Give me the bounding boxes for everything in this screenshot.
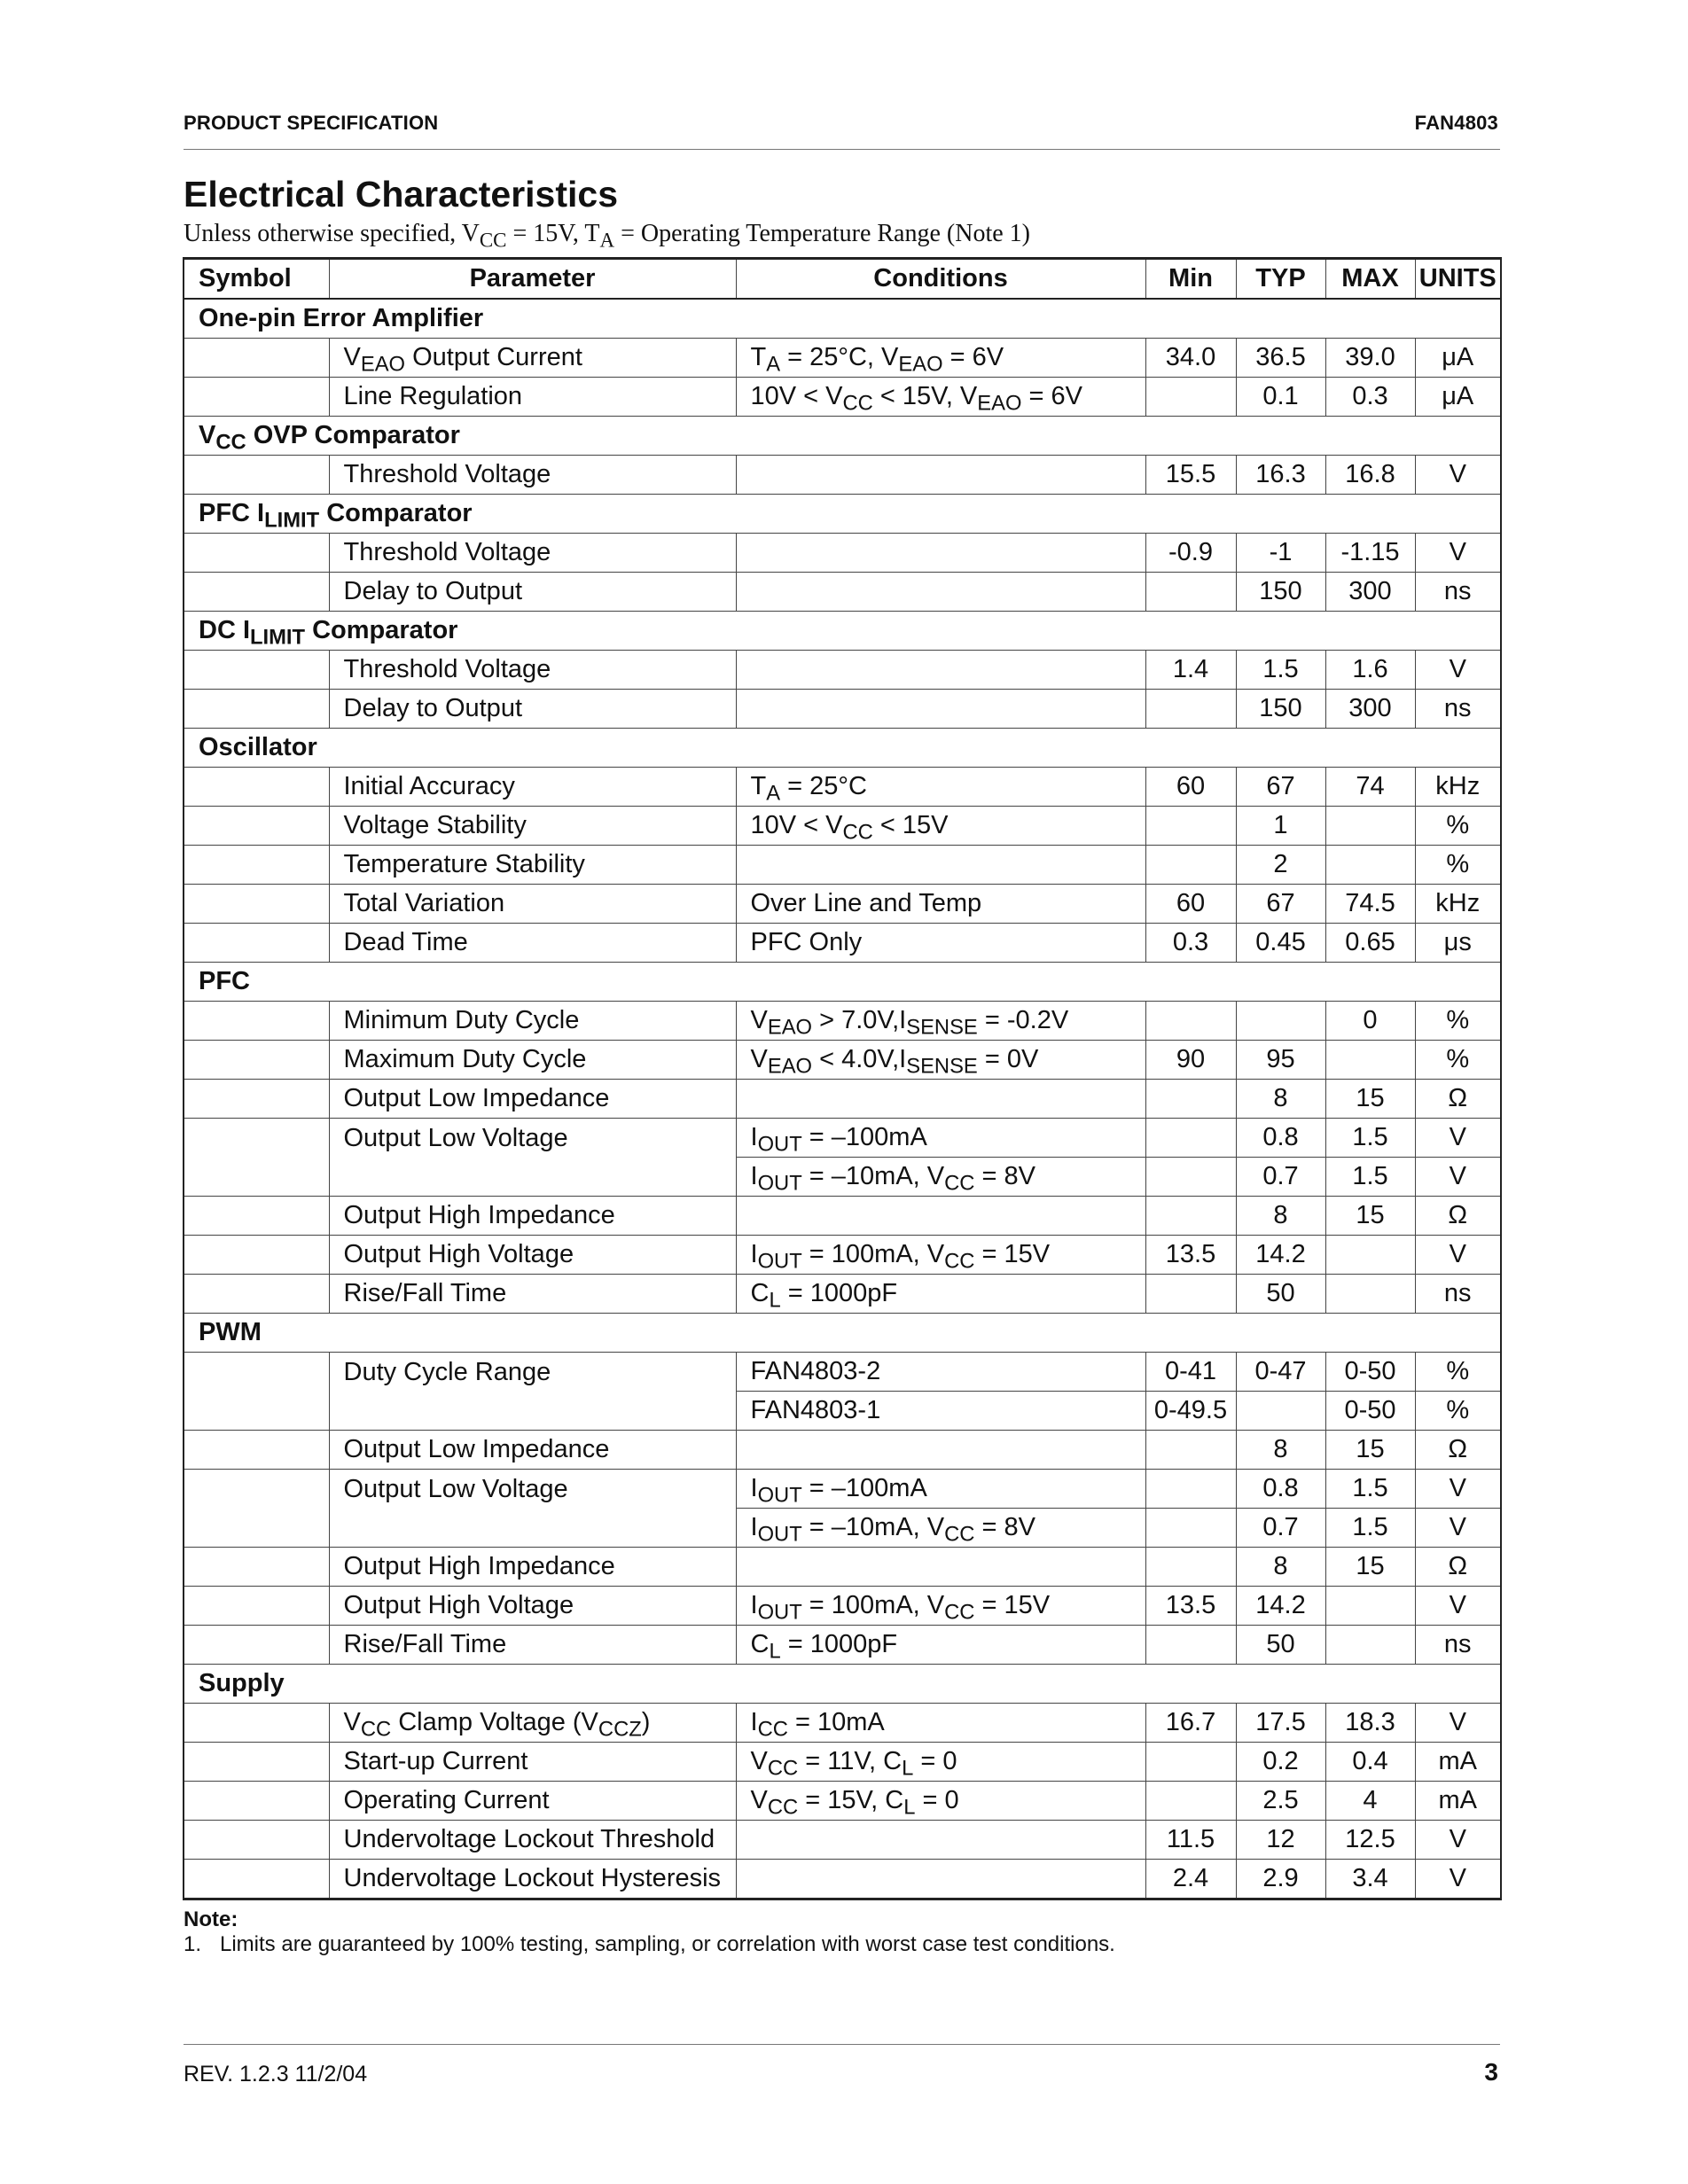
typ-cell xyxy=(1236,1392,1325,1431)
col-header-min: Min xyxy=(1145,259,1236,300)
parameter-cell: Temperature Stability xyxy=(329,846,736,885)
parameter-cell: Rise/Fall Time xyxy=(329,1275,736,1314)
table-row xyxy=(184,651,1501,690)
typ-cell xyxy=(1236,1002,1325,1041)
symbol-cell xyxy=(184,1860,329,1899)
conditions-cell xyxy=(736,651,1145,690)
max-cell: 39.0 xyxy=(1325,339,1415,378)
table-row xyxy=(184,885,1501,924)
min-cell xyxy=(1145,1626,1236,1665)
typ-cell: 0.45 xyxy=(1236,924,1325,963)
conditions-cell: $I_{OUT} = -100mA$ xyxy=(736,1119,1145,1158)
symbol-cell xyxy=(184,651,329,690)
conditions-cell: $V_{CC} = 11V$, $C_L = 0$ xyxy=(736,1743,1145,1782)
max-cell xyxy=(1325,1236,1415,1275)
table-row xyxy=(184,1080,1501,1119)
parameter-cell: Output High Voltage xyxy=(329,1587,736,1626)
note-number: 1. xyxy=(184,1932,202,1956)
conditions-cell: Over Line and Temp xyxy=(736,885,1145,924)
units-cell: Ω xyxy=(1415,1548,1501,1587)
section-title: Supply xyxy=(184,1665,1501,1704)
conditions-cell: $V_{CC} = 15V$, $C_L = 0$ xyxy=(736,1782,1145,1821)
typ-cell: 8 xyxy=(1236,1431,1325,1470)
min-cell xyxy=(1145,690,1236,729)
table-row xyxy=(184,573,1501,612)
min-cell: 34.0 xyxy=(1145,339,1236,378)
max-cell: 0.65 xyxy=(1325,924,1415,963)
section-title: $V_{CC}$ OVP Comparator xyxy=(184,417,1501,456)
min-cell: 15.5 xyxy=(1145,456,1236,495)
symbol-cell xyxy=(184,924,329,963)
units-cell: V xyxy=(1415,1158,1501,1197)
min-cell xyxy=(1145,378,1236,417)
typ-cell: 8 xyxy=(1236,1548,1325,1587)
min-cell xyxy=(1145,1431,1236,1470)
col-header-symbol: Symbol xyxy=(184,259,329,300)
min-cell: 13.5 xyxy=(1145,1236,1236,1275)
symbol-cell xyxy=(184,1704,329,1743)
section-title: DC $I_{LIMIT}$ Comparator xyxy=(184,612,1501,651)
section-title: PFC xyxy=(184,963,1501,1002)
symbol-cell xyxy=(184,768,329,807)
symbol-cell xyxy=(184,1080,329,1119)
min-cell xyxy=(1145,1470,1236,1509)
max-cell: 3.4 xyxy=(1325,1860,1415,1899)
units-cell: kHz xyxy=(1415,885,1501,924)
typ-cell: 67 xyxy=(1236,768,1325,807)
table-row xyxy=(184,1626,1501,1665)
units-cell: % xyxy=(1415,1041,1501,1080)
note-heading: Note: xyxy=(184,1907,238,1931)
symbol-cell xyxy=(184,1353,329,1431)
symbol-cell xyxy=(184,1197,329,1236)
table-row xyxy=(184,1743,1501,1782)
table-row xyxy=(184,1587,1501,1626)
section-row xyxy=(184,1665,1501,1704)
typ-cell: 0-47 xyxy=(1236,1353,1325,1392)
min-cell: 16.7 xyxy=(1145,1704,1236,1743)
table-row xyxy=(184,1353,1501,1392)
parameter-cell: Duty Cycle Range xyxy=(329,1353,736,1431)
table-row xyxy=(184,534,1501,573)
conditions-cell xyxy=(736,573,1145,612)
table-row xyxy=(184,1197,1501,1236)
min-cell: 2.4 xyxy=(1145,1860,1236,1899)
max-cell xyxy=(1325,807,1415,846)
units-cell: ns xyxy=(1415,1626,1501,1665)
units-cell: % xyxy=(1415,1353,1501,1392)
conditions-cell: $I_{OUT} = -100mA$ xyxy=(736,1470,1145,1509)
table-row xyxy=(184,1119,1501,1158)
units-cell: V xyxy=(1415,1236,1501,1275)
col-header-parameter: Parameter xyxy=(329,259,736,300)
units-cell: μA xyxy=(1415,378,1501,417)
min-cell xyxy=(1145,1119,1236,1158)
symbol-cell xyxy=(184,1119,329,1197)
parameter-cell: Operating Current xyxy=(329,1782,736,1821)
typ-cell: 14.2 xyxy=(1236,1587,1325,1626)
max-cell: 0.4 xyxy=(1325,1743,1415,1782)
table-row xyxy=(184,924,1501,963)
parameter-cell: Output Low Impedance xyxy=(329,1080,736,1119)
typ-cell: 0.7 xyxy=(1236,1158,1325,1197)
table-row xyxy=(184,690,1501,729)
conditions-cell: $I_{OUT} = 100mA$, $V_{CC} = 15V$ xyxy=(736,1587,1145,1626)
typ-cell: 2 xyxy=(1236,846,1325,885)
parameter-cell: Total Variation xyxy=(329,885,736,924)
symbol-cell xyxy=(184,1431,329,1470)
max-cell xyxy=(1325,1041,1415,1080)
units-cell: V xyxy=(1415,651,1501,690)
max-cell xyxy=(1325,1275,1415,1314)
page-number: 3 xyxy=(1484,2058,1498,2086)
parameter-cell: Threshold Voltage xyxy=(329,651,736,690)
table-row xyxy=(184,807,1501,846)
parameter-cell: Maximum Duty Cycle xyxy=(329,1041,736,1080)
conditions-cell xyxy=(736,534,1145,573)
conditions-cell xyxy=(736,1860,1145,1899)
typ-cell: 2.9 xyxy=(1236,1860,1325,1899)
conditions-cell: $T_A = 25^\circ C$ xyxy=(736,768,1145,807)
section-row xyxy=(184,729,1501,768)
conditions-cell: $C_L = 1000pF$ xyxy=(736,1626,1145,1665)
max-cell: 300 xyxy=(1325,573,1415,612)
units-cell: μA xyxy=(1415,339,1501,378)
table-row xyxy=(184,1548,1501,1587)
units-cell: V xyxy=(1415,1509,1501,1548)
section-row xyxy=(184,1314,1501,1353)
header-right: FAN4803 xyxy=(1414,112,1498,134)
max-cell: 1.5 xyxy=(1325,1119,1415,1158)
max-cell: 15 xyxy=(1325,1548,1415,1587)
parameter-cell: Line Regulation xyxy=(329,378,736,417)
min-cell xyxy=(1145,1080,1236,1119)
typ-cell: 0.1 xyxy=(1236,378,1325,417)
table-row xyxy=(184,1860,1501,1899)
symbol-cell xyxy=(184,1782,329,1821)
symbol-cell xyxy=(184,1587,329,1626)
parameter-cell: Undervoltage Lockout Threshold xyxy=(329,1821,736,1860)
units-cell: ns xyxy=(1415,1275,1501,1314)
table-row xyxy=(184,1821,1501,1860)
parameter-cell: Output Low Impedance xyxy=(329,1431,736,1470)
section-title: Oscillator xyxy=(184,729,1501,768)
parameter-cell: Voltage Stability xyxy=(329,807,736,846)
parameter-cell: Minimum Duty Cycle xyxy=(329,1002,736,1041)
max-cell: -1.15 xyxy=(1325,534,1415,573)
conditions-cell: $10V < V_{CC} < 15V$, $V_{EAO} = 6V$ xyxy=(736,378,1145,417)
conditions-cell xyxy=(736,1548,1145,1587)
units-cell: mA xyxy=(1415,1782,1501,1821)
conditions-cell xyxy=(736,1821,1145,1860)
typ-cell: 14.2 xyxy=(1236,1236,1325,1275)
section-row xyxy=(184,495,1501,534)
max-cell xyxy=(1325,1587,1415,1626)
conditions-cell xyxy=(736,456,1145,495)
max-cell: 74 xyxy=(1325,768,1415,807)
symbol-cell xyxy=(184,456,329,495)
max-cell: 1.6 xyxy=(1325,651,1415,690)
min-cell xyxy=(1145,1158,1236,1197)
symbol-cell xyxy=(184,1470,329,1548)
section-row xyxy=(184,612,1501,651)
min-cell xyxy=(1145,1548,1236,1587)
col-header-units: UNITS xyxy=(1415,259,1501,300)
conditions-cell: FAN4803-2 xyxy=(736,1353,1145,1392)
units-cell: mA xyxy=(1415,1743,1501,1782)
units-cell: μs xyxy=(1415,924,1501,963)
min-cell: 0-41 xyxy=(1145,1353,1236,1392)
table-row xyxy=(184,768,1501,807)
units-cell: % xyxy=(1415,1002,1501,1041)
table-row xyxy=(184,1041,1501,1080)
conditions-cell: $I_{OUT} = 100mA$, $V_{CC} = 15V$ xyxy=(736,1236,1145,1275)
symbol-cell xyxy=(184,1548,329,1587)
typ-cell: 17.5 xyxy=(1236,1704,1325,1743)
table-row xyxy=(184,378,1501,417)
units-cell: ns xyxy=(1415,690,1501,729)
typ-cell: 0.2 xyxy=(1236,1743,1325,1782)
parameter-cell: Output High Impedance xyxy=(329,1197,736,1236)
symbol-cell xyxy=(184,378,329,417)
symbol-cell xyxy=(184,1041,329,1080)
typ-cell: 0.7 xyxy=(1236,1509,1325,1548)
min-cell: 60 xyxy=(1145,768,1236,807)
units-cell: kHz xyxy=(1415,768,1501,807)
typ-cell: 0.8 xyxy=(1236,1119,1325,1158)
parameter-cell: $V_{CC}$ Clamp Voltage $(V_{CCZ})$ xyxy=(329,1704,736,1743)
min-cell: 0.3 xyxy=(1145,924,1236,963)
max-cell: 16.8 xyxy=(1325,456,1415,495)
conditions-cell: $I_{OUT} = -10mA$, $V_{CC} = 8V$ xyxy=(736,1158,1145,1197)
table-row xyxy=(184,1782,1501,1821)
typ-cell: 50 xyxy=(1236,1275,1325,1314)
units-cell: % xyxy=(1415,1392,1501,1431)
parameter-cell: Rise/Fall Time xyxy=(329,1626,736,1665)
table-row xyxy=(184,1275,1501,1314)
conditions-cell: $T_A = 25^\circ C$, $V_{EAO} = 6V$ xyxy=(736,339,1145,378)
max-cell: 12.5 xyxy=(1325,1821,1415,1860)
electrical-characteristics-table xyxy=(183,257,1502,1900)
col-header-max: MAX xyxy=(1325,259,1415,300)
typ-cell: 36.5 xyxy=(1236,339,1325,378)
symbol-cell xyxy=(184,885,329,924)
table-row xyxy=(184,846,1501,885)
typ-cell: 1.5 xyxy=(1236,651,1325,690)
units-cell: Ω xyxy=(1415,1080,1501,1119)
max-cell xyxy=(1325,846,1415,885)
table-row xyxy=(184,1002,1501,1041)
symbol-cell xyxy=(184,846,329,885)
section-title: PFC $I_{LIMIT}$ Comparator xyxy=(184,495,1501,534)
min-cell xyxy=(1145,1002,1236,1041)
units-cell: V xyxy=(1415,1119,1501,1158)
conditions-cell: FAN4803-1 xyxy=(736,1392,1145,1431)
typ-cell: 0.8 xyxy=(1236,1470,1325,1509)
section-row xyxy=(184,963,1501,1002)
parameter-cell: Output Low Voltage xyxy=(329,1470,736,1548)
typ-cell: 2.5 xyxy=(1236,1782,1325,1821)
parameter-cell: Output Low Voltage xyxy=(329,1119,736,1197)
parameter-cell: Dead Time xyxy=(329,924,736,963)
conditions-cell xyxy=(736,846,1145,885)
symbol-cell xyxy=(184,1743,329,1782)
section-row xyxy=(184,417,1501,456)
note-body: Limits are guaranteed by 100% testing, sampling, or correlation with worst case test conditions. xyxy=(220,1932,1115,1956)
typ-cell: 8 xyxy=(1236,1197,1325,1236)
parameter-cell: Delay to Output xyxy=(329,690,736,729)
symbol-cell xyxy=(184,807,329,846)
table-row xyxy=(184,1470,1501,1509)
conditions-cell xyxy=(736,690,1145,729)
page-title: Electrical Characteristics xyxy=(184,174,618,214)
symbol-cell xyxy=(184,534,329,573)
header-left: PRODUCT SPECIFICATION xyxy=(184,112,439,134)
table-header-row xyxy=(184,259,1501,300)
table-row xyxy=(184,339,1501,378)
conditions-cell: $C_L = 1000pF$ xyxy=(736,1275,1145,1314)
max-cell: 300 xyxy=(1325,690,1415,729)
max-cell: 0.3 xyxy=(1325,378,1415,417)
min-cell: 1.4 xyxy=(1145,651,1236,690)
conditions-cell: $10V < V_{CC} < 15V$ xyxy=(736,807,1145,846)
max-cell: 18.3 xyxy=(1325,1704,1415,1743)
table-row xyxy=(184,1236,1501,1275)
units-cell: V xyxy=(1415,1860,1501,1899)
units-cell: % xyxy=(1415,807,1501,846)
min-cell xyxy=(1145,1197,1236,1236)
parameter-cell: Threshold Voltage xyxy=(329,456,736,495)
min-cell: 90 xyxy=(1145,1041,1236,1080)
parameter-cell: Start-up Current xyxy=(329,1743,736,1782)
parameter-cell: Delay to Output xyxy=(329,573,736,612)
header-rule xyxy=(184,149,1500,150)
symbol-cell xyxy=(184,573,329,612)
typ-cell: 150 xyxy=(1236,690,1325,729)
min-cell xyxy=(1145,846,1236,885)
parameter-cell: Threshold Voltage xyxy=(329,534,736,573)
col-header-conditions: Conditions xyxy=(736,259,1145,300)
typ-cell: 12 xyxy=(1236,1821,1325,1860)
section-title: PWM xyxy=(184,1314,1501,1353)
typ-cell: 150 xyxy=(1236,573,1325,612)
table-row xyxy=(184,1704,1501,1743)
max-cell: 0-50 xyxy=(1325,1353,1415,1392)
table-row xyxy=(184,456,1501,495)
min-cell xyxy=(1145,1743,1236,1782)
conditions-cell: $V_{EAO} > 7.0V,I_{SENSE} = -0.2V$ xyxy=(736,1002,1145,1041)
max-cell: 0 xyxy=(1325,1002,1415,1041)
max-cell: 74.5 xyxy=(1325,885,1415,924)
max-cell: 4 xyxy=(1325,1782,1415,1821)
symbol-cell xyxy=(184,1002,329,1041)
conditions-cell: $I_{CC} = 10mA$ xyxy=(736,1704,1145,1743)
min-cell xyxy=(1145,1509,1236,1548)
max-cell: 15 xyxy=(1325,1431,1415,1470)
max-cell: 15 xyxy=(1325,1080,1415,1119)
units-cell: V xyxy=(1415,1470,1501,1509)
conditions-cell xyxy=(736,1197,1145,1236)
units-cell: V xyxy=(1415,1821,1501,1860)
typ-cell: 8 xyxy=(1236,1080,1325,1119)
conditions-cell: PFC Only xyxy=(736,924,1145,963)
footer-rule xyxy=(184,2044,1500,2045)
table-row xyxy=(184,1431,1501,1470)
units-cell: ns xyxy=(1415,573,1501,612)
typ-cell: 67 xyxy=(1236,885,1325,924)
conditions-cell: $I_{OUT} = -10mA$, $V_{CC} = 8V$ xyxy=(736,1509,1145,1548)
min-cell xyxy=(1145,807,1236,846)
parameter-cell: $V_{EAO}$ Output Current xyxy=(329,339,736,378)
typ-cell: 1 xyxy=(1236,807,1325,846)
units-cell: Ω xyxy=(1415,1197,1501,1236)
note-text xyxy=(184,1932,1115,1957)
section-title: One-pin Error Amplifier xyxy=(184,299,1501,339)
footer-revision: REV. 1.2.3 11/2/04 xyxy=(184,2062,368,2086)
conditions-cell: $V_{EAO} < 4.0V,I_{SENSE} = 0V$ xyxy=(736,1041,1145,1080)
min-cell: 0-49.5 xyxy=(1145,1392,1236,1431)
symbol-cell xyxy=(184,1626,329,1665)
col-header-typ: TYP xyxy=(1236,259,1325,300)
max-cell: 1.5 xyxy=(1325,1509,1415,1548)
parameter-cell: Initial Accuracy xyxy=(329,768,736,807)
symbol-cell xyxy=(184,1236,329,1275)
conditions-cell xyxy=(736,1431,1145,1470)
min-cell xyxy=(1145,1275,1236,1314)
max-cell: 1.5 xyxy=(1325,1158,1415,1197)
symbol-cell xyxy=(184,339,329,378)
symbol-cell xyxy=(184,1821,329,1860)
typ-cell: 50 xyxy=(1236,1626,1325,1665)
conditions-cell xyxy=(736,1080,1145,1119)
min-cell xyxy=(1145,573,1236,612)
max-cell xyxy=(1325,1626,1415,1665)
symbol-cell xyxy=(184,690,329,729)
section-row xyxy=(184,299,1501,339)
min-cell: 11.5 xyxy=(1145,1821,1236,1860)
typ-cell: 16.3 xyxy=(1236,456,1325,495)
min-cell: 13.5 xyxy=(1145,1587,1236,1626)
symbol-cell xyxy=(184,1275,329,1314)
typ-cell: -1 xyxy=(1236,534,1325,573)
parameter-cell: Undervoltage Lockout Hysteresis xyxy=(329,1860,736,1899)
page-subtitle: Unless otherwise specified, $V_{CC} = 15V$, $T_A$ = Operating Temperature Range (Note 1) xyxy=(184,220,1030,252)
min-cell xyxy=(1145,1782,1236,1821)
max-cell: 0-50 xyxy=(1325,1392,1415,1431)
max-cell: 15 xyxy=(1325,1197,1415,1236)
units-cell: V xyxy=(1415,456,1501,495)
parameter-cell: Output High Impedance xyxy=(329,1548,736,1587)
min-cell: -0.9 xyxy=(1145,534,1236,573)
min-cell: 60 xyxy=(1145,885,1236,924)
units-cell: V xyxy=(1415,1587,1501,1626)
units-cell: V xyxy=(1415,534,1501,573)
max-cell: 1.5 xyxy=(1325,1470,1415,1509)
parameter-cell: Output High Voltage xyxy=(329,1236,736,1275)
units-cell: Ω xyxy=(1415,1431,1501,1470)
typ-cell: 95 xyxy=(1236,1041,1325,1080)
units-cell: V xyxy=(1415,1704,1501,1743)
units-cell: % xyxy=(1415,846,1501,885)
